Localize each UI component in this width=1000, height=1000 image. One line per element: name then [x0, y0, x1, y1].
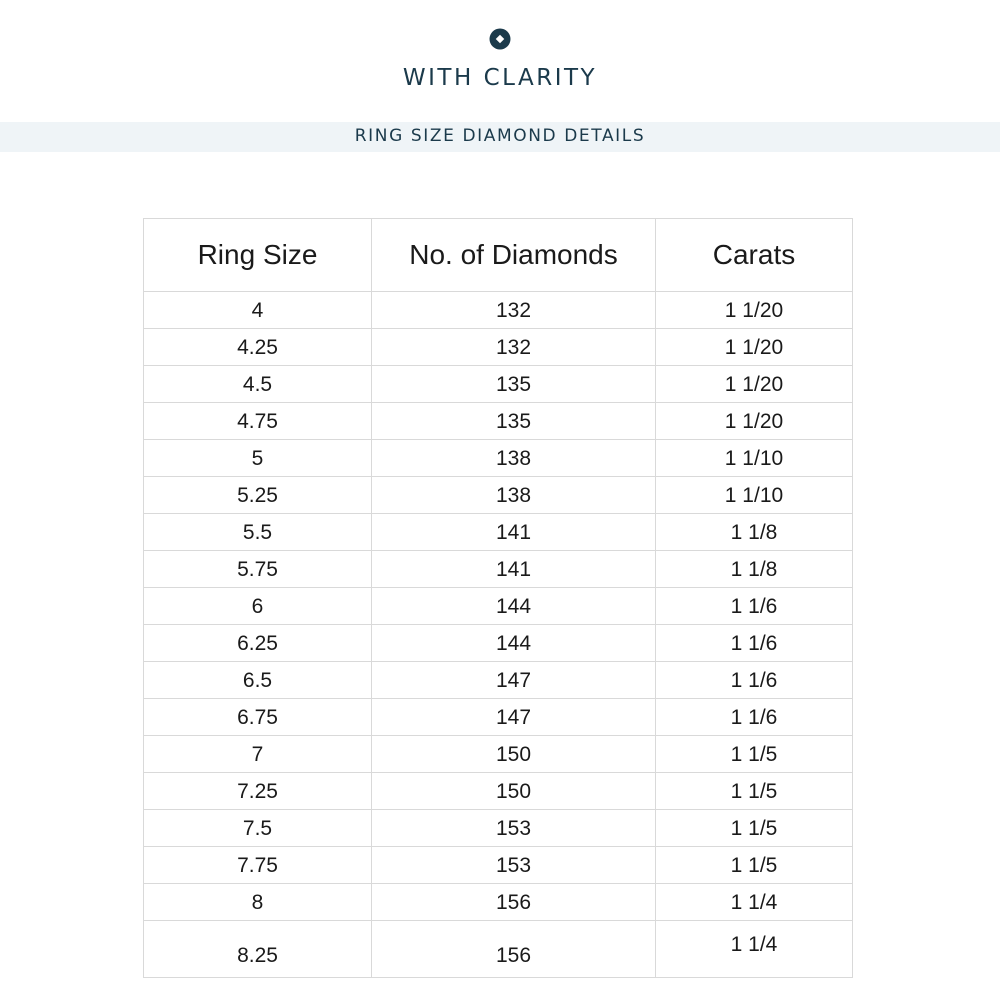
table-row — [144, 810, 853, 847]
ring-size-cell: 5.25 — [144, 477, 372, 514]
ring-size-cell: 6.25 — [144, 625, 372, 662]
table-row — [144, 440, 853, 477]
table-row — [144, 662, 853, 699]
table-row — [144, 588, 853, 625]
carat-cell: 1 1/20 — [656, 329, 853, 366]
diamond-count-cell: 144 — [372, 625, 656, 662]
diamond-count-cell: 156 — [372, 921, 656, 978]
header-carats: Carats — [656, 219, 853, 292]
ring-size-cell: 7.5 — [144, 810, 372, 847]
carat-cell: 1 1/10 — [656, 477, 853, 514]
ring-size-cell: 5.75 — [144, 551, 372, 588]
table-row — [144, 847, 853, 884]
ring-size-cell: 5 — [144, 440, 372, 477]
ring-size-cell: 7 — [144, 736, 372, 773]
carat-cell: 1 1/4 — [656, 921, 853, 978]
page-subtitle: RING SIZE DIAMOND DETAILS — [354, 126, 646, 146]
diamond-circle-icon — [489, 28, 511, 50]
diamond-count-cell: 153 — [372, 847, 656, 884]
diamond-count-cell: 135 — [372, 403, 656, 440]
brand-name: WITH CLARITY — [402, 65, 598, 91]
carat-cell: 1 1/5 — [656, 736, 853, 773]
table-row — [144, 514, 853, 551]
diamond-count-cell: 132 — [372, 292, 656, 329]
table-row — [144, 921, 853, 978]
table-row — [144, 625, 853, 662]
table-header-row — [144, 219, 853, 292]
table-body — [144, 292, 853, 978]
diamond-count-cell: 153 — [372, 810, 656, 847]
ring-size-cell: 4.75 — [144, 403, 372, 440]
carat-cell: 1 1/20 — [656, 292, 853, 329]
diamond-count-cell: 135 — [372, 366, 656, 403]
carat-cell: 1 1/8 — [656, 551, 853, 588]
diamond-count-cell: 141 — [372, 551, 656, 588]
table-row — [144, 366, 853, 403]
ring-size-cell: 7.25 — [144, 773, 372, 810]
diamond-count-cell: 138 — [372, 440, 656, 477]
carat-cell: 1 1/5 — [656, 773, 853, 810]
diamond-count-cell: 138 — [372, 477, 656, 514]
carat-cell: 1 1/6 — [656, 662, 853, 699]
ring-size-cell: 6.75 — [144, 699, 372, 736]
header-ring-size: Ring Size — [144, 219, 372, 292]
ring-size-cell: 6 — [144, 588, 372, 625]
diamond-count-cell: 141 — [372, 514, 656, 551]
ring-size-cell: 8 — [144, 884, 372, 921]
ring-size-cell: 4.25 — [144, 329, 372, 366]
diamond-count-cell: 132 — [372, 329, 656, 366]
carat-cell: 1 1/6 — [656, 588, 853, 625]
table-row — [144, 884, 853, 921]
ring-size-table — [143, 218, 853, 978]
carat-cell: 1 1/6 — [656, 699, 853, 736]
carat-cell: 1 1/4 — [656, 884, 853, 921]
carat-cell: 1 1/5 — [656, 810, 853, 847]
table-row — [144, 403, 853, 440]
table-row — [144, 736, 853, 773]
ring-size-cell: 4 — [144, 292, 372, 329]
table-row — [144, 551, 853, 588]
ring-size-cell: 4.5 — [144, 366, 372, 403]
table-row — [144, 773, 853, 810]
diamond-count-cell: 150 — [372, 773, 656, 810]
diamond-count-cell: 156 — [372, 884, 656, 921]
ring-size-cell: 7.75 — [144, 847, 372, 884]
diamond-count-cell: 144 — [372, 588, 656, 625]
ring-size-cell: 5.5 — [144, 514, 372, 551]
ring-size-cell: 8.25 — [144, 921, 372, 978]
carat-cell: 1 1/20 — [656, 366, 853, 403]
header-no-of-diamonds: No. of Diamonds — [372, 219, 656, 292]
diamond-count-cell: 147 — [372, 699, 656, 736]
carat-cell: 1 1/5 — [656, 847, 853, 884]
table-row — [144, 329, 853, 366]
diamond-count-cell: 147 — [372, 662, 656, 699]
carat-cell: 1 1/20 — [656, 403, 853, 440]
table-row — [144, 292, 853, 329]
ring-size-cell: 6.5 — [144, 662, 372, 699]
carat-cell: 1 1/10 — [656, 440, 853, 477]
table-row — [144, 477, 853, 514]
carat-cell: 1 1/8 — [656, 514, 853, 551]
diamond-count-cell: 150 — [372, 736, 656, 773]
carat-cell: 1 1/6 — [656, 625, 853, 662]
table-row — [144, 699, 853, 736]
